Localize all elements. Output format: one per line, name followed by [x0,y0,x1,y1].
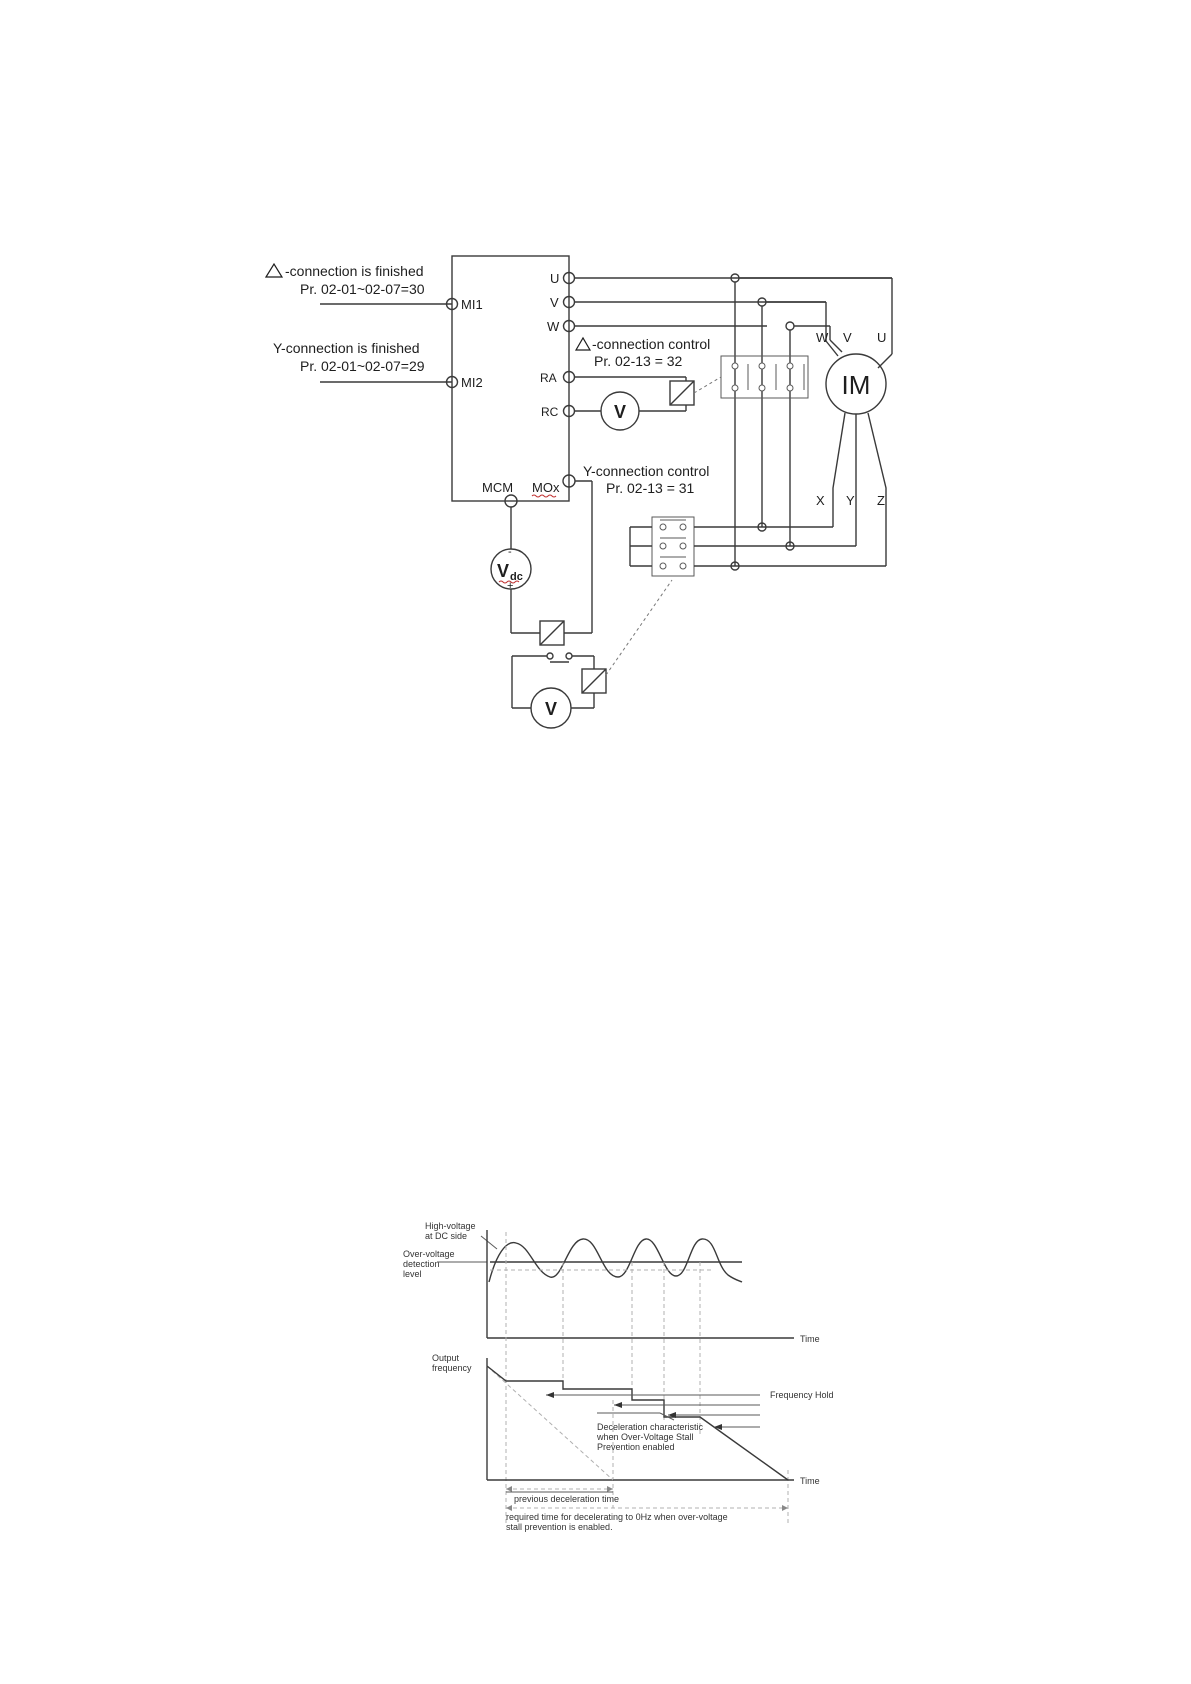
top-label-line2: at DC side [425,1231,468,1241]
y-control-text: Y-connection control [583,463,710,479]
required-time-line1: required time for decelerating to 0Hz when over-voltage [506,1512,728,1522]
motor-z-label: Z [877,493,885,508]
y-finished-param: Pr. 02-01~02-07=29 [300,358,425,374]
ov-label-line1: Over-voltage [403,1249,455,1259]
terminal-rc-label: RC [541,405,559,419]
y-finished-text: Y-connection is finished [273,340,420,356]
time-label-top: Time [800,1334,820,1344]
prev-decel-label: previous deceleration time [514,1494,620,1504]
frequency-hold-label: Frequency Hold [770,1390,834,1400]
terminal-w-label: W [547,319,560,334]
motor-w-label: W [816,330,829,345]
motor-v-label: V [843,330,852,345]
required-time-line2: stall prevention is enabled. [506,1522,613,1532]
motor-label: IM [841,370,871,400]
delta-control-param: Pr. 02-13 = 32 [594,353,683,369]
y-control-param: Pr. 02-13 = 31 [606,480,695,496]
motor-y-label: Y [846,493,855,508]
delta-finished-text: -connection is finished [285,263,424,279]
delta-finished-param: Pr. 02-01~02-07=30 [300,281,425,297]
meter-vdc-minus: - [508,546,512,558]
decel-label-line2: when Over-Voltage Stall [597,1432,694,1442]
terminal-ra-label: RA [540,371,557,385]
meter-v-lower-label: V [544,699,558,719]
terminal-mi1-label: MI1 [461,297,483,312]
decel-label-line1: Deceleration characteristic [597,1422,704,1432]
time-label-bottom: Time [800,1476,820,1486]
delta-icon [266,264,282,277]
stall-graph [403,1221,834,1532]
meter-vdc-sub: dc [510,571,523,583]
output-label-line1: Output [432,1353,460,1363]
delta-contactor [721,356,808,398]
terminal-u-label: U [550,271,560,286]
meter-v-upper-label: V [613,402,627,422]
motor-x-label: X [816,493,825,508]
output-label-line2: frequency [432,1363,472,1373]
delta-control-icon [576,338,590,350]
delta-finished-label [266,263,425,297]
terminal-mox-label: MOx [532,480,560,495]
meter-vdc-plus: + [507,580,514,592]
terminal-mi2-label: MI2 [461,375,483,390]
ov-label-line3: level [403,1269,422,1279]
decel-label-line3: Prevention enabled [597,1442,675,1452]
ov-label-line2: detection [403,1259,440,1269]
terminal-v-label: V [550,295,559,310]
wiring-diagram [266,256,892,728]
top-label-line1: High-voltage [425,1221,476,1231]
terminal-mcm-label: MCM [482,480,514,495]
meter-vdc-main: V [497,561,510,581]
y-contactor [652,517,694,576]
motor-u-label: U [877,330,887,345]
delta-control-text: -connection control [592,336,711,352]
